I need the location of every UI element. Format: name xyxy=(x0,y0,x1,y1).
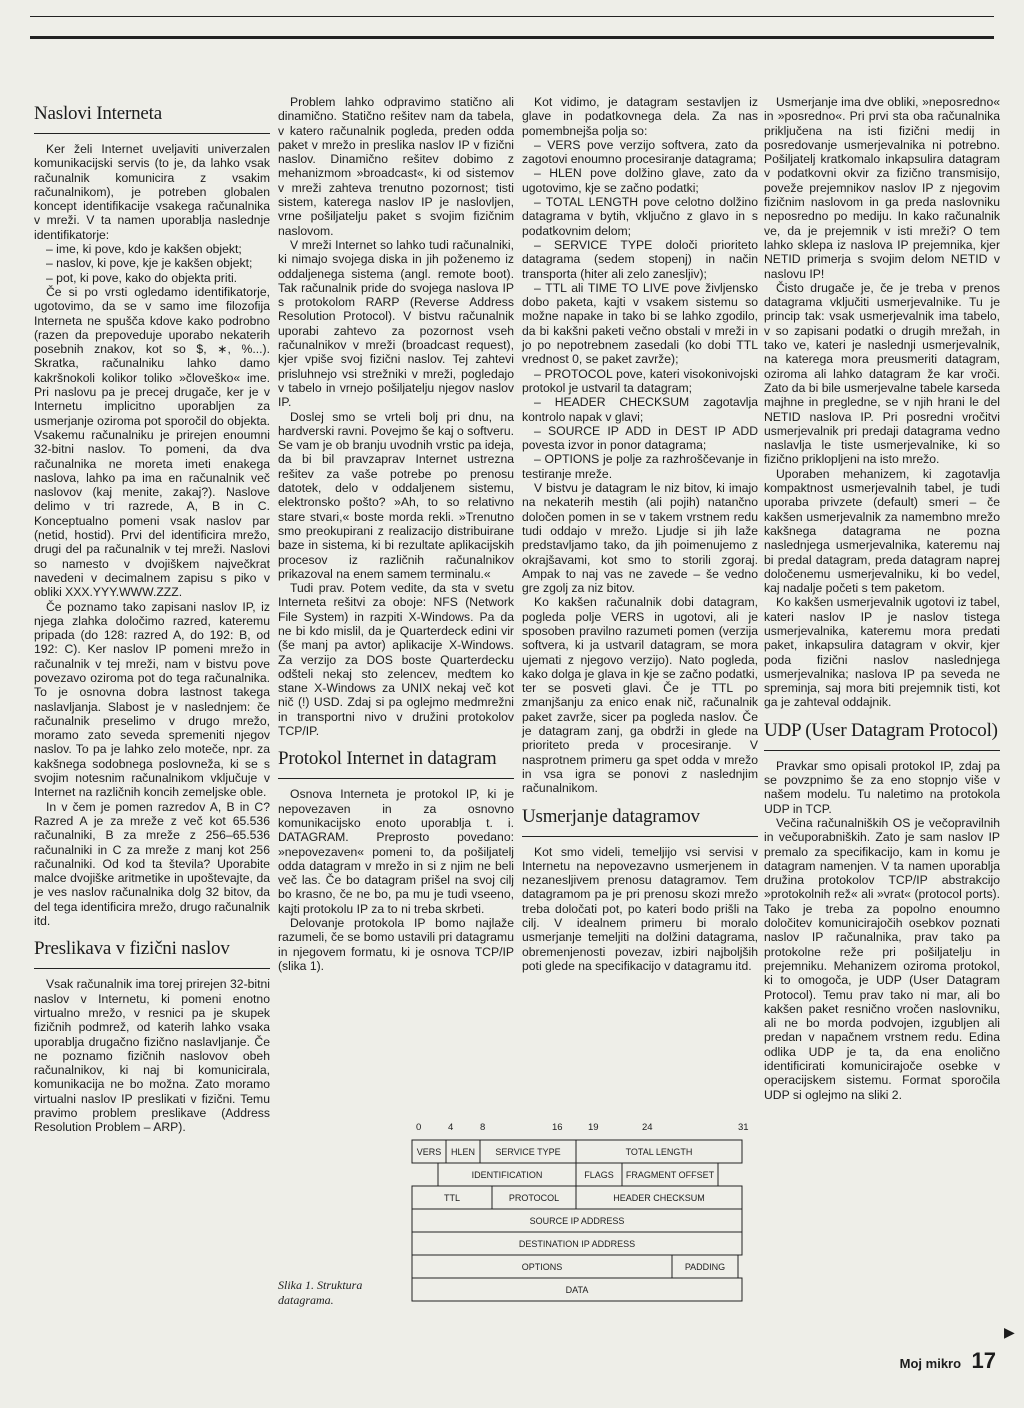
paragraph: In v čem je pomen razredov A, B in C? Razred A je za mreže z več kot 65.536 računalniki, B za mreže z 256–65.536 računalniki in C za mreže z manj kot 256 računalniki. Od kod ta števila? Uporabite malce dvojiške aritmetike in upoštevajte, da je ves naslov računalnika dolg 32 bitov, da del tega identificira mrežo, drugo računalnik itd. xyxy=(34,799,270,929)
paragraph: Če poznamo tako zapisani naslov IP, iz njega zlahka določimo razred, kateremu pripada (do 128: razred A, do 192: B, od 192: C). Ker naslov IP pomeni mrežo in računalnik v tej mreži, nam v bistvu pove povezavo oziroma pot do tega računalnika. To je osnovna dobra lastnost takega naslavljanja. Slabost je v naslednjem: če računalnik preselimo v drugo mrežo, moramo zato seveda spremeniti njegov naslov. To pa je lahko zelo moteče, npr. za kakšnega sodobnega poslovneža, ki se s svojim notesnim računalnikom vključuje v Internet na različnih koncih zemeljske oble. xyxy=(34,599,270,800)
paragraph: Čisto drugače je, če je treba v prenos datagrama vključiti usmerjevalnike. Tu je princip tak: vsak usmerjevalnik ima tabelo, v so zapisani podatki o drugih mrežah, in tako ve, kateri je naslednji usmerjevalnik, na katerega mora preusmeriti datagram, oziroma ali lahko datagram že kar vroči. Zato da bi bile usmerjevalne tabele karseda majhne in pregledne, se v njih hrani le del NETID naslova IP. Pri posredni vročitvi usmerjevalnik pri predaji datagrama vedno naslavlja le tiste usmerjevalnike, ki so fizično priklopljeni na isto mrežo. xyxy=(764,280,1000,467)
field-label: TTL xyxy=(443,1193,461,1203)
paragraph: Večina računalniških OS je večopravilnih in večuporabniških. Zato je sam naslov IP premalo za specifikacijo, kam in komu je datagram namenjen. V ta namen uporablja družina protokolov TCP/IP abstrakcijo »protokolnih rež« ali »vrat« (protocol ports). Tako je treba za popolno enoumno določitev komunicirajočih osebkov poznati naslov IP računalnika, prav tako pa protokolne reže pri pošiljatelju in prejemniku. Mehanizem oziroma protokol, ki to omogoča, je UDP (User Datagram Protocol). Temu prav tako ni mar, ali bo kakšen paket resnično vročen naslovniku, ali ne bo morda podvojen, izgubljen ali predan v napačnem vrstnem redu. Edina odlika UDP je ta, da ena enolično identificirati komunicirajoče osebke v operacijskem sistemu. Format sporočila UDP si oglejmo na sliki 2. xyxy=(764,815,1000,1102)
section-heading: Protokol Internet in datagram xyxy=(278,748,514,779)
bit-label: 16 xyxy=(552,1122,563,1133)
magazine-name: Moj mikro xyxy=(899,1356,962,1371)
column-4 xyxy=(764,95,1000,1102)
bit-label: 24 xyxy=(642,1122,653,1133)
paragraph: V mreži Internet so lahko tudi računalniki, ki nimajo svojega diska in jih poženemo iz oddaljenega sistema (angl. remote boot). Tak računalnik pride do svojega naslova IP s protokolom RARP (Reverse Address Resolution Protocol). V bistvu računalnik uporabi zahtevo za pozornost vseh računalnikov v mreži (broadcast request), kjer vpiše svoj fizični naslov. Tej zahtevi prisluhnejo vsi strežniki v mreži, pogledajo v tabelo in vrnejo pošiljatelju njegov naslov IP. xyxy=(278,237,514,410)
column-1 xyxy=(34,95,270,1135)
paragraph: – TTL ali TIME TO LIVE pove življensko dobo paketa, kajti v vsakem sistemu so možne napake in tako bi se lahko zgodilo, da bi kakšni paketi večno obstali v mreži in jo po nepotrebnem zasedali (ko dobi TTL vrednost 0, se paket zavrže); xyxy=(522,280,758,367)
bit-label: 4 xyxy=(448,1122,454,1133)
paragraph: – HLEN pove dolžino glave, zato da ugotovimo, kje se začno podatki; xyxy=(522,166,758,195)
section-heading: UDP (User Datagram Protocol) xyxy=(764,720,1000,751)
bit-labels xyxy=(408,1122,750,1136)
paragraph: Ko kakšen usmerjevalnik ugotovi iz tabel, kateri naslov IP je naslov tistega usmerjevalnika, kateremu mora predati paket, inkapsulira datagram v okvir, kjer poda fizični naslov naslednjega usmerjevalnika; naslova IP pa seveda ne spreminja, saj mora biti prejemnik tisti, kot ga je zahteval oddajnik. xyxy=(764,595,1000,710)
field-label: DESTINATION IP ADDRESS xyxy=(518,1239,636,1249)
paragraph: Doslej smo se vrteli bolj pri dnu, na hardverski ravni. Povejmo še kaj o softveru. Se vam je ob branju uvodnih vrstic pa ideja, da bi bil pravzaprav Internet ustrezna rešitev za vaše potrebe po prenosu datotek, delo v oddaljenem sistemu, elektronsko pošto? »Ah, to so relativno stare stvari,« boste morda rekli. »Trenutno smo preokupirani z realizacijo distribuirane baze in sistema, ki bi rezultate aplikacijskih procesov iz različnih računalnikov prikazoval na enem samem terminalu.« xyxy=(278,409,514,581)
paragraph: Ker želi Internet uveljaviti univerzalen komunikacijski servis (to je, da lahko vsak računalnik komunicira z vsakim računalnikom), je potreben globalen koncept identifikacije vsakega računalnika v mreži. V ta namen uporablja naslednje identifikatorje: xyxy=(34,142,270,242)
datagram-figure xyxy=(408,1122,750,1306)
paragraph: – naslov, ki pove, kje je kakšen objekt; xyxy=(46,256,253,271)
section-heading: Preslikava v fizični naslov xyxy=(34,938,270,969)
field-label: SOURCE IP ADDRESS xyxy=(529,1216,625,1226)
paragraph: – SOURCE IP ADD in DEST IP ADD povesta izvor in ponor datagrama; xyxy=(522,423,758,453)
field-label: FRAGMENT OFFSET xyxy=(625,1170,715,1180)
paragraph: – pot, ki pove, kako do objekta priti. xyxy=(46,270,238,285)
paragraph: – PROTOCOL pove, kateri visokonivojski protokol je ustvaril ta datagram; xyxy=(522,366,758,395)
field-label: HLEN xyxy=(450,1147,476,1157)
bit-label: 19 xyxy=(588,1122,599,1133)
top-rule-thick xyxy=(30,36,994,39)
continue-arrow-icon: ▶ xyxy=(1004,1324,1015,1340)
paragraph: – VERS pove verzijo softvera, zato da zagotovi enoumno procesiranje datagrama; xyxy=(522,137,758,167)
bit-label: 0 xyxy=(416,1122,422,1133)
paragraph: Kot smo videli, temeljijo vsi servisi v Internetu na nepovezavno usmerjenem in nezanesljivem prenosu datagramov. Tem datagramom pa je pri prenosu skozi mrežo treba določati pot, po kateri bodo prišli na cilj. V idealnem primeru bi moralo usmerjanje temeljiti na dolžini datagrama, obremenjenosti povezav, izbiri najboljših poti glede na specifikacijo v datagramu itd. xyxy=(522,844,758,973)
paragraph: – OPTIONS je polje za razhroščevanje in testiranje mreže. xyxy=(522,452,758,481)
page-footer xyxy=(900,1348,996,1374)
section-heading: Naslovi Interneta xyxy=(34,103,270,134)
field-label: PADDING xyxy=(684,1262,726,1272)
field-label: IDENTIFICATION xyxy=(471,1170,543,1180)
field-label: HEADER CHECKSUM xyxy=(613,1193,705,1203)
column-2 xyxy=(278,95,514,973)
field-label: OPTIONS xyxy=(521,1262,563,1272)
section-heading: Usmerjanje datagramov xyxy=(522,806,758,837)
bit-label: 8 xyxy=(480,1122,486,1133)
paragraph: Pravkar smo opisali protokol IP, zdaj pa se povzpnimo še za eno stopnjo više v našem modelu. Tu naletimo na protokola UDP in TCP. xyxy=(764,758,1000,816)
paragraph: Vsak računalnik ima torej prirejen 32-bitni naslov v Internetu, ki pomeni enotno virtualno mrežo, v resnici pa je skupek fizičnih podmrež, od katerih lahko vsaka uporablja drugačno fizično naslavljanje. Če ne poznamo fizičnih naslovov obeh računalnikov, ki naj bi komunicirala, komunikacija ne bo možna. Zato moramo virtualni naslov IP preslikati v fizični. Temu pravimo problem preslikave (Address Resolution Problem – ARP). xyxy=(34,977,270,1135)
paragraph: – TOTAL LENGTH pove celotno dolžino datagrama v bytih, vključno z glavo in s podatkovnim delom; xyxy=(522,195,758,238)
datagram-format-diagram xyxy=(408,1136,750,1306)
field-label: VERS xyxy=(416,1147,442,1157)
paragraph: Problem lahko odpravimo statično ali dinamično. Statično rešitev nam da tabela, v katero računalnik pogleda, preden odda paket v mrežo in preslika naslov IP v fizični naslov. Dinamično rešitev dobimo z mehanizmom »broadcast«, ki od sistemov v mreži zahteva trenutno pozornost; tisti sistem, katerega naslov IP je naslovljen, vrne pošiljatelju paket s svojim fizičnim naslovom. xyxy=(278,95,514,238)
page-number: 17 xyxy=(971,1348,996,1373)
paragraph: – HEADER CHECKSUM zagotavlja kontrolo napak v glavi; xyxy=(522,395,758,424)
paragraph: – SERVICE TYPE določi prioriteto datagrama (sedem stopenj) in način transporta (hiter ali zelo zanesljiv); xyxy=(522,237,758,281)
paragraph: Če si po vrsti ogledamo identifikatorje, ugotovimo, da se v samo ime filozofija Interneta ne spušča kdove kako podrobno (razen da prepoveduje uporabo nekaterih posebnih znakov, kot so $, ∗, %...). Skratka, računalniku lahko damo kakršnokoli kolikor toliko »človeško« ime. Pri naslovu pa je precej drugače, ker je v Internetu implicitno uporabljen za usmerjanje oziroma pot sporočil do objekta. Vsakemu računalniku je prirejen enoumni 32-bitni naslov. To pomeni, da dva računalnika ne moreta imeti enakega naslova, lahko pa ima en računalnik več naslovov (kaj menite, zakaj?). Naslove delimo v tri razrede, A, B in C. Konceptualno pomeni vsak naslov par (netid, hostid). Prvi del identificira mrežo, drugi del pa računalnik v tej mreži. Naslovi so namesto v dvojiškem največkrat navedeni v decimalnem zapisu s piko v obliki XXX.YYY.WWW.ZZZ. xyxy=(34,284,270,600)
paragraph: Ko kakšen računalnik dobi datagram, pogleda polje VERS in ugotovi, ali je sposoben pravilno razumeti pomen (verzija softvera, ki ja ustvaril datagram, se mora ujemati z njegovo verzijo). Nato pogleda, kako dolga je glava in kje se začno podatki, ter se posveti glavi. Če je TTL po zmanjšanju za enico enak nič, računalnik paket zavrže, sicer pa pogleda naslov. Če je datagram zanj, ga obdrži in glede na prioriteto preda v procesiranje. V nasprotnem primeru ga spet odda v mrežo in vsa igra se ponovi z naslednjim računalnikom. xyxy=(522,595,758,796)
bit-label: 31 xyxy=(738,1122,749,1133)
column-3 xyxy=(522,95,758,973)
paragraph: – ime, ki pove, kdo je kakšen objekt; xyxy=(46,242,242,257)
paragraph: Usmerjanje ima dve obliki, »neposredno« in »posredno«. Pri prvi sta oba računalnika priključena na isti fizični medij in posredovanje usmerjevalnika ni potrebno. Pošiljatelj kratkomalo inkapsulira datagram v podatkovni okvir za fizično transmisijo, poveže prejemnikov naslov IP z njegovim fizičnim naslovom in ga preda naslovniku neposredno po mediju. In kako računalnik ve, da je prejemnik v isti mreži? O tem lahko sklepa iz naslova IP prejemnika, kjer NETID primerja s svojim delom NETID v naslovu IP! xyxy=(764,95,1000,281)
figure-caption: Slika 1. Struktura datagrama. xyxy=(278,1278,363,1307)
field-label: DATA xyxy=(565,1285,589,1295)
paragraph: Uporaben mehanizem, ki zagotavlja kompaktnost usmerjevalnih tabel, je tudi uporaba privzete (default) smeri – če kakšen usmerjevalnik za namembno mrežo kakšnega datagrama ne pozna naslednjega usmerjevalnika, kateremu naj bi predal datagram, preda datagram naprej določenemu usmerjevalniku, ki bo vedel, kaj nadalje početi s tem paketom. xyxy=(764,466,1000,596)
paragraph: Tudi prav. Potem vedite, da sta v svetu Interneta rešitvi za oboje: NFS (Network File System) in razpiti X-Windows. Pa da ne bi kdo mislil, da je Quarterdeck edini vir (še manj pa avtor) aplikacije X-Windows. Za verzijo za DOS boste Quarterdecku odšteli nekaj sto zelencev, medtem ko stane X-Windows za UNIX nekaj več kot nič (!) USD. Zdaj si pa oglejmo medmrežni in transportni nivo v družini protokolov TCP/IP. xyxy=(278,581,514,739)
paragraph: V bistvu je datagram le niz bitov, ki imajo na nekaterih mestih (ali pojih) natančno določen pomen in se v takem vrstnem redu tudi oddajo v mrežo. Ljudje si jih laže predstavljamo tako, da jih poimenujemo z okrajšavami, kot smo to storili zgoraj. Ampak to naj vas ne zavede – še vedno gre zgolj za niz bitov. xyxy=(522,481,758,596)
field-label: PROTOCOL xyxy=(508,1193,560,1203)
paragraph: Osnova Interneta je protokol IP, ki je nepovezaven in za osnovno komunikacijsko enoto uporablja t. i. DATAGRAM. Preprosto povedano: »nepovezaven« pomeni to, da pošiljatelj odda datagram v mrežo in si z njim ne beli več las. Če bo datagram prišel na svoj cilj bo krasno, če ne bo, pa mu je tudi vseeno, kajti protokolu IP za to ni treba skrbeti. xyxy=(278,787,514,916)
field-label: SERVICE TYPE xyxy=(495,1147,561,1157)
field-label: FLAGS xyxy=(584,1170,614,1180)
paragraph: Delovanje protokola IP bomo najlaže razumeli, če se bomo ustavili pri datagramu in njegovem formatu, ki je osnova TCP/IP (slika 1). xyxy=(278,916,514,973)
paragraph: Kot vidimo, je datagram sestavljen iz glave in podatkovnega dela. Za nas pomembnejša polja so: xyxy=(522,95,758,138)
field-label: TOTAL LENGTH xyxy=(625,1147,693,1157)
top-rule xyxy=(30,16,994,17)
